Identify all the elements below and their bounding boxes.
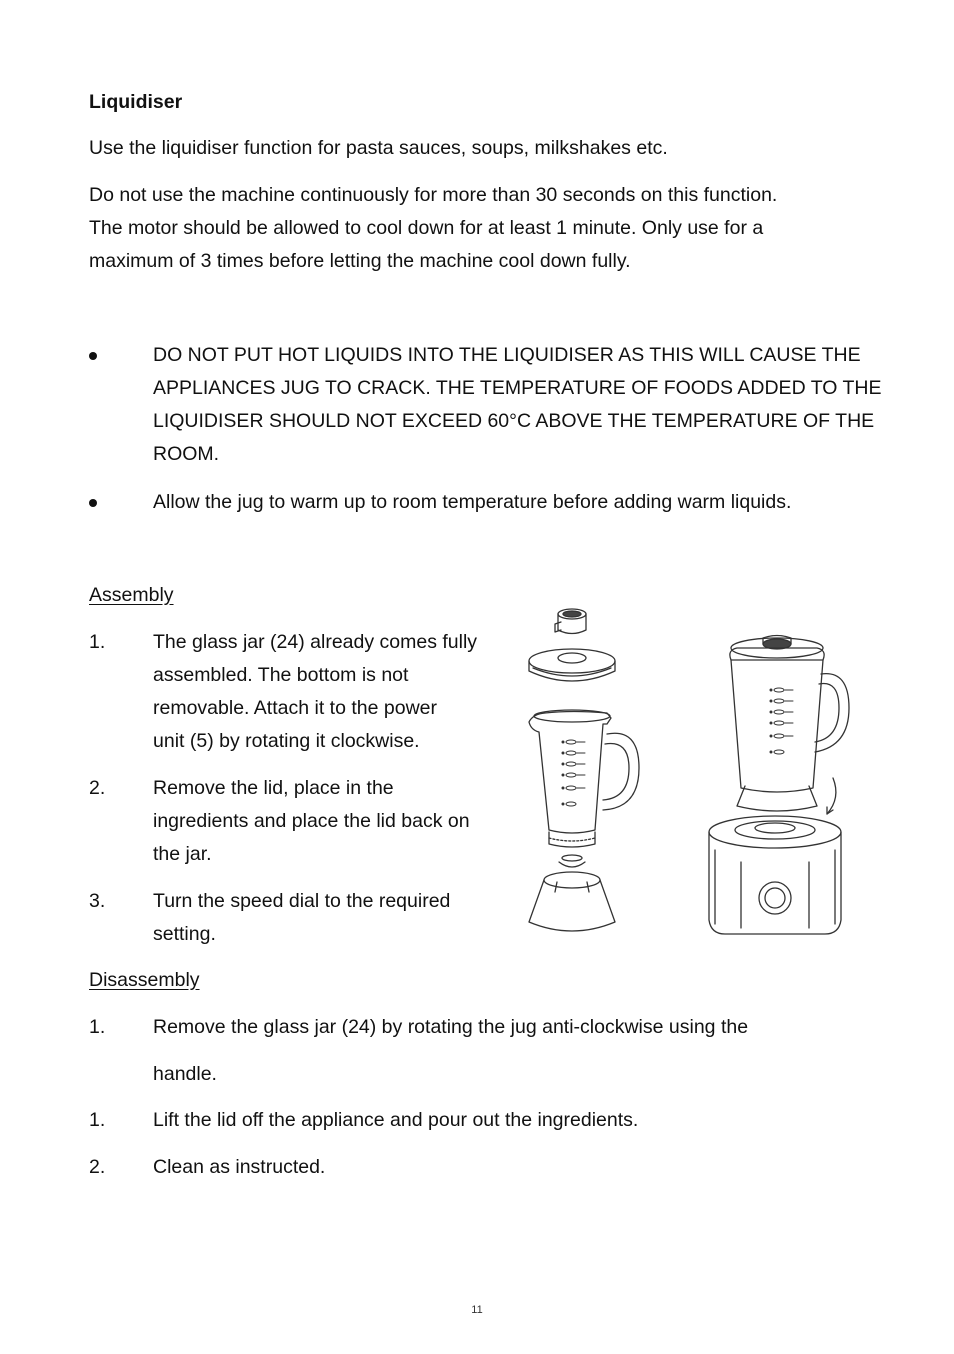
text-line: the jar. [153,843,212,865]
text-line: Do not use the machine continuously for more than 30 seconds on this function. [89,184,778,206]
text-line: ROOM. [153,443,220,465]
text-line: setting. [153,923,216,945]
text-line: removable. Attach it to the power [153,697,437,719]
text-line: APPLIANCES JUG TO CRACK. THE TEMPERATURE OF FOODS ADDED TO THE [153,377,882,399]
text-line: LIQUIDISER SHOULD NOT EXCEED 60°C ABOVE THE TEMPERATURE OF THE [153,410,875,432]
text-line: The motor should be allowed to cool down for at least 1 minute. Only use for a [89,217,764,239]
text-line: Remove the lid, place in the [153,777,394,799]
text-line: DO NOT PUT HOT LIQUIDS INTO THE LIQUIDISER AS THIS WILL CAUSE THE [153,344,861,366]
exploded-jar-illustration [529,609,639,931]
usage-paragraph [89,179,777,278]
text-line: Turn the speed dial to the required [153,890,451,912]
assembled-blender-illustration [709,636,849,935]
text-line: Allow the jug to warm up to room temperature before adding warm liquids. [153,491,792,513]
step-number: 3. [89,890,106,912]
intro-paragraph: Use the liquidiser function for pasta sauces, soups, milkshakes etc. [89,137,668,159]
text-line: assembled. The bottom is not [153,664,409,686]
step-number: 2. [89,777,106,799]
assembly-title: Assembly [89,584,174,606]
bullet-icon [89,499,97,507]
disassembly-title: Disassembly [89,969,200,991]
bullet-icon [89,352,97,360]
text-line: The glass jar (24) already comes fully [153,631,478,653]
step-number: 2. [89,1156,106,1178]
step-number: 1. [89,631,106,653]
step-number: 1. [89,1109,106,1131]
blender-assembly-illustration [515,600,855,945]
text-line: Lift the lid off the appliance and pour out the ingredients. [153,1109,639,1131]
text-line: unit (5) by rotating it clockwise. [153,730,420,752]
text-line: handle. [153,1063,217,1085]
text-line: maximum of 3 times before letting the machine cool down fully. [89,250,631,272]
text-line: Remove the glass jar (24) by rotating the jug anti-clockwise using the [153,1016,749,1038]
page-number: 11 [471,1304,483,1316]
step-number: 1. [89,1016,106,1038]
section-heading: Liquidiser [89,91,183,113]
text-line: ingredients and place the lid back on [153,810,470,832]
text-line: Clean as instructed. [153,1156,326,1178]
